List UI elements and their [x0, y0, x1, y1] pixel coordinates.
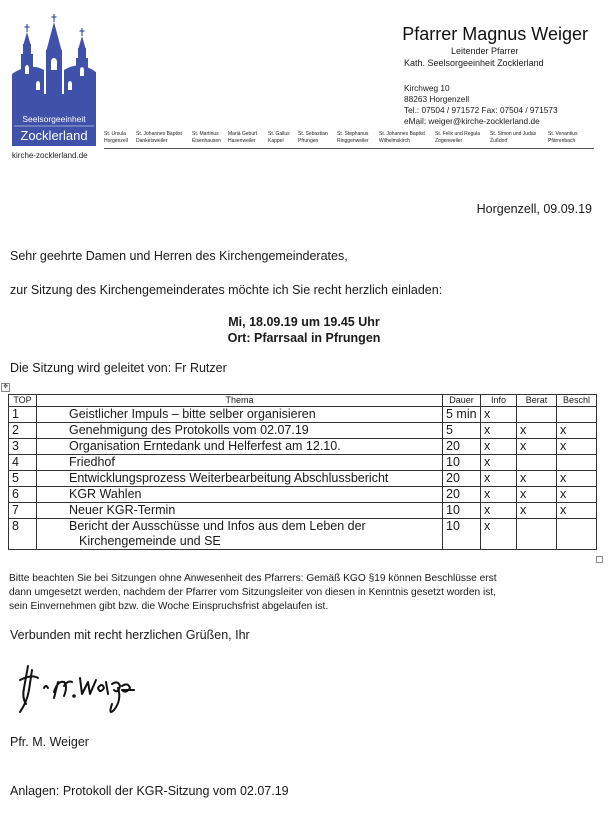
address-phone: Tel.: 07504 / 971572 Fax: 07504 / 971573: [404, 105, 558, 115]
table-row: [9, 471, 597, 487]
cell-dauer: 5 min: [443, 407, 481, 423]
cell-thema: Genehmigung des Protokolls vom 02.07.19: [37, 423, 443, 439]
table-move-handle-icon[interactable]: ✥: [2, 384, 9, 390]
greeting: Sehr geehrte Damen und Herren des Kirchengemeinderates,: [10, 249, 348, 263]
cell-info: x: [481, 471, 517, 487]
table-row: [9, 519, 597, 550]
table-row: [9, 455, 597, 471]
notice-line: Bitte beachten Sie bei Sitzungen ohne Anwesenheit des Pfarrers: Gemäß KGO §19 können Beschlüsse erst: [9, 573, 497, 584]
cell-beschl: [557, 455, 597, 471]
table-row: [9, 407, 597, 423]
col-header-berat: Berat: [517, 395, 557, 407]
cell-beschl: x: [557, 471, 597, 487]
sender-name: Pfarrer Magnus Weiger: [402, 24, 588, 44]
cell-beschl: x: [557, 439, 597, 455]
address-city: 88263 Horgenzell: [404, 94, 470, 104]
cell-dauer: 20: [443, 439, 481, 455]
cell-thema-line1: Bericht der Ausschüsse und Infos aus dem Leben der: [69, 519, 366, 533]
header-divider: [104, 148, 594, 149]
cell-dauer: 10: [443, 519, 481, 550]
cell-beschl: [557, 519, 597, 550]
parish-item: St. Felix und Regula Zogenweiler: [435, 131, 481, 144]
cell-beschl: x: [557, 503, 597, 519]
sender-address: [404, 83, 558, 127]
col-header-beschl: Beschl: [557, 395, 597, 407]
cell-top: 6: [9, 487, 37, 503]
cell-info: x: [481, 503, 517, 519]
table-resize-handle[interactable]: [596, 556, 603, 563]
col-header-thema: Thema: [37, 395, 443, 407]
cell-dauer: 5: [443, 423, 481, 439]
cell-berat: [517, 455, 557, 471]
parish-item: St. Ursula Horgenzell: [104, 131, 128, 144]
cell-berat: [517, 407, 557, 423]
cell-top: 8: [9, 519, 37, 550]
invitation-text: zur Sitzung des Kirchengemeinderates möchte ich Sie recht herzlich einladen:: [10, 283, 443, 297]
meeting-leader: Die Sitzung wird geleitet von: Fr Rutzer: [10, 361, 227, 375]
cell-beschl: x: [557, 487, 597, 503]
col-header-info: Info: [481, 395, 517, 407]
parish-item: St. Sebastian Pfrungen: [298, 131, 328, 144]
parish-item: St. Johannes Baptist Danketsweiler: [136, 131, 182, 144]
cell-thema: Entwicklungsprozess Weiterbearbeitung Abschlussbericht: [37, 471, 443, 487]
cell-thema: Organisation Erntedank und Helferfest am 12.10.: [37, 439, 443, 455]
agenda-table: [8, 394, 597, 550]
parish-item: St. Johannes Baptist Wilhelmskirch: [379, 131, 425, 144]
cell-beschl: [557, 407, 597, 423]
parish-item: St. Stephanus Ringgenweiler: [337, 131, 369, 144]
col-header-dauer: Dauer: [443, 395, 481, 407]
table-header-row: [9, 395, 597, 407]
table-row: [9, 503, 597, 519]
cell-thema: Neuer KGR-Termin: [37, 503, 443, 519]
cell-info: x: [481, 423, 517, 439]
cell-thema-line2: Kirchengemeinde und SE: [79, 534, 221, 548]
cell-dauer: 20: [443, 487, 481, 503]
cell-top: 1: [9, 407, 37, 423]
cell-berat: [517, 519, 557, 550]
cell-berat: x: [517, 503, 557, 519]
cell-thema: [37, 519, 443, 550]
cell-top: 7: [9, 503, 37, 519]
cell-dauer: 10: [443, 503, 481, 519]
cell-info: x: [481, 519, 517, 550]
cell-top: 2: [9, 423, 37, 439]
meeting-datetime: Mi, 18.09.19 um 19.45 Uhr: [228, 315, 380, 329]
cell-top: 5: [9, 471, 37, 487]
cell-dauer: 10: [443, 455, 481, 471]
signer-name: Pfr. M. Weiger: [10, 735, 89, 749]
cell-top: 4: [9, 455, 37, 471]
sender-unit: Kath. Seelsorgeeinheit Zocklerland: [404, 58, 544, 68]
cell-info: x: [481, 439, 517, 455]
church-logo: [10, 14, 98, 146]
cell-top: 3: [9, 439, 37, 455]
cell-beschl: x: [557, 423, 597, 439]
cell-info: x: [481, 487, 517, 503]
cell-thema: Geistlicher Impuls – bitte selber organisieren: [37, 407, 443, 423]
cell-thema: Friedhof: [37, 455, 443, 471]
cell-thema: KGR Wahlen: [37, 487, 443, 503]
cell-info: x: [481, 407, 517, 423]
svg-text:Zocklerland: Zocklerland: [20, 128, 88, 143]
notice-line: dann umgesetzt werden, nachdem der Pfarrer vom Sitzungsleiter von diesen in Kenntnis gesetzt worden ist,: [9, 587, 496, 598]
cell-berat: x: [517, 487, 557, 503]
address-street: Kirchweg 10: [404, 83, 450, 93]
table-row: [9, 487, 597, 503]
meeting-location: Ort: Pfarrsaal in Pfrungen: [227, 331, 381, 345]
cell-info: x: [481, 455, 517, 471]
parish-item: St. Simon und Judas Zußdorf: [490, 131, 537, 144]
cell-berat: x: [517, 471, 557, 487]
parish-item: St. Gallus Kappel: [268, 131, 290, 144]
parish-item: St. Martinus Eisenhausen: [192, 131, 221, 144]
closing-line: Verbunden mit recht herzlichen Grüßen, Ihr: [10, 628, 250, 642]
parish-item: Mariä Geburt Hasenweiler: [228, 131, 258, 144]
handwritten-signature: [18, 660, 143, 720]
table-row: [9, 423, 597, 439]
cell-berat: x: [517, 423, 557, 439]
address-email: eMail: weiger@kirche-zocklerland.de: [404, 116, 540, 126]
notice-line: sein Einvernehmen gibt bzw. die Woche Einspruchsfrist abgelaufen ist.: [9, 601, 329, 612]
notice-paragraph: [9, 572, 604, 614]
table-row: [9, 439, 597, 455]
parish-item: St. Venantius Pfärrenbach: [548, 131, 578, 144]
letter-date: Horgenzell, 09.09.19: [476, 202, 592, 216]
sender-role: Leitender Pfarrer: [451, 46, 519, 56]
website: kirche-zocklerland.de: [12, 151, 88, 160]
attachments: Anlagen: Protokoll der KGR-Sitzung vom 02.07.19: [10, 784, 289, 798]
cell-berat: x: [517, 439, 557, 455]
svg-text:Seelsorgeeinheit: Seelsorgeeinheit: [22, 114, 86, 124]
cell-dauer: 20: [443, 471, 481, 487]
col-header-top: TOP: [9, 395, 37, 407]
